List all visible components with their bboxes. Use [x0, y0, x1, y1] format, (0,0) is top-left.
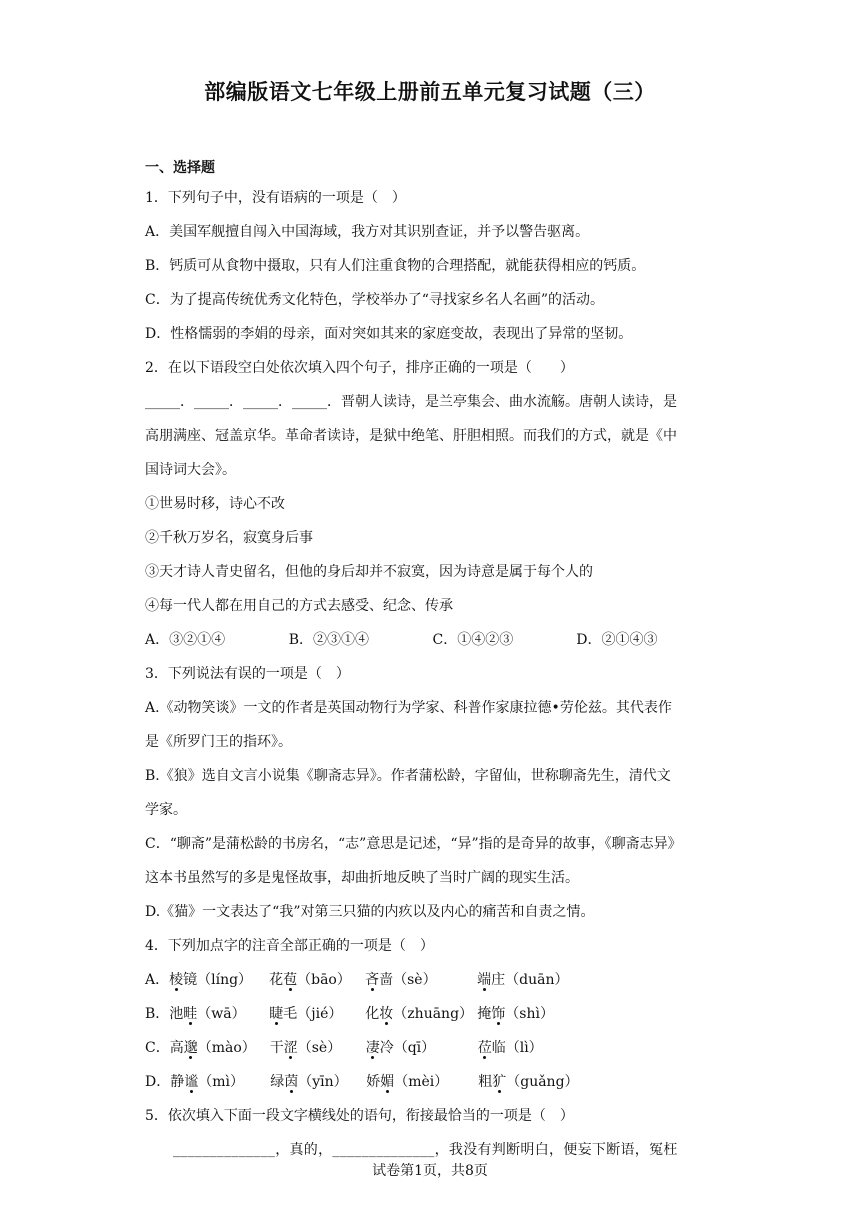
word-rest: 镜（líng）	[183, 972, 253, 988]
question-stem: 2．在以下语段空白处依次填入四个句子，排序正确的一项是（ ）	[145, 360, 574, 376]
question-stem: 5．依次填入下面一段文字横线处的语句，衔接最恰当的一项是（ ）	[145, 1108, 574, 1124]
dotted-char: 睫	[269, 1006, 284, 1022]
word-3	[365, 997, 477, 1031]
option-label: C．	[145, 1040, 170, 1056]
word-char: 娇	[366, 1074, 381, 1090]
word-char: 静	[170, 1074, 185, 1090]
option-c: C．①④②③	[432, 632, 514, 648]
word-4	[478, 1065, 578, 1099]
dotted-char: 莅	[477, 1040, 492, 1056]
word-2	[269, 997, 365, 1031]
question-stem: 4．下列加点字的注音全部正确的一项是（ ）	[145, 938, 434, 954]
page-footer: 试卷第1页，共8页	[372, 1163, 488, 1179]
section-heading: 一、选择题	[145, 160, 215, 176]
question-2	[145, 351, 720, 657]
option-c	[145, 1031, 720, 1065]
option-c-line2: 这本书虽然写的多是鬼怪故事，却曲折地反映了当时广阔的现实生活。	[145, 870, 579, 886]
question-5	[145, 1099, 720, 1167]
word-2	[270, 1065, 366, 1099]
sentence-4: ④每一代人都在用自己的方式去感受、纪念、传承	[145, 598, 453, 614]
option-c: C．为了提高传统优秀文化特色，学校举办了“寻找家乡名人名画”的活动。	[145, 292, 605, 308]
option-d: D．性格懦弱的李娟的母亲，面对突如其来的家庭变故，表现出了异常的坚韧。	[145, 326, 633, 342]
option-a-line1: A.《动物笑谈》一文的作者是英国动物行为学家、科普作家康拉德•劳伦兹。其代表作	[145, 700, 672, 716]
pinyin: （zhuāng）	[393, 1006, 474, 1022]
word-char: 绿	[270, 1074, 285, 1090]
word-1	[170, 1065, 270, 1099]
option-b: B．钙质可从食物中摄取，只有人们注重食物的合理搭配，就能获得相应的钙质。	[145, 258, 646, 274]
word-4	[477, 997, 554, 1031]
pinyin: （sè）	[297, 1040, 342, 1056]
option-d	[145, 1065, 720, 1099]
option-label: A．	[145, 972, 170, 988]
option-a: A．美国军舰擅自闯入中国海域，我方对其识别查证，并予以警告驱离。	[145, 224, 590, 240]
dotted-char: 端	[477, 972, 492, 988]
option-a-line2: 是《所罗门王的指环》。	[145, 734, 292, 750]
dotted-char: 凄	[365, 1040, 380, 1056]
option-b-line2: 学家。	[145, 802, 187, 818]
dotted-char: 苞	[283, 972, 298, 988]
sentence-1: ①世易时移，诗心不改	[145, 496, 285, 512]
pinyin: （shì）	[505, 1006, 554, 1022]
option-b	[145, 997, 720, 1031]
word-rest: 庄（duān）	[491, 972, 569, 988]
word-char: 花	[269, 972, 284, 988]
option-d: D.《猫》一文表达了“我”对第三只猫的内疚以及内心的痛苦和自责之情。	[145, 904, 595, 920]
question-4	[145, 929, 720, 1099]
passage-line: 高朋满座、冠盖京华。革命者读诗，是狱中绝笔、肝胆相照。而我们的方式，就是《中	[145, 428, 677, 444]
option-b: B．②③①④	[288, 632, 370, 648]
word-4	[478, 1031, 543, 1065]
option-b-line1: B.《狼》选自文言小说集《聊斋志异》。作者蒲松龄，字留仙，世称聊斋先生，清代文	[145, 768, 671, 784]
page-title: 部编版语文七年级上册前五单元复习试题（三）	[204, 80, 656, 104]
question-stem: 1．下列句子中，没有语病的一项是（ ）	[145, 190, 406, 206]
dotted-char: 妆	[379, 1006, 394, 1022]
option-a	[145, 963, 720, 997]
word-char: 池	[169, 1006, 184, 1022]
dotted-char: 邈	[183, 1040, 198, 1056]
option-d: D．②①④③	[576, 632, 658, 648]
word-2	[270, 1031, 366, 1065]
exam-content	[145, 155, 720, 1167]
passage-line: 国诗词大会》。	[145, 462, 236, 478]
word-1	[169, 997, 269, 1031]
passage-line: _____．_____．_____．_____．晋朝人读诗，是兰亭集会、曲水流觞。唐朝人读诗，是	[145, 394, 677, 410]
word-2	[269, 963, 365, 997]
word-1	[170, 1031, 270, 1065]
pinyin: （yīn）	[298, 1074, 348, 1090]
word-char: 高	[169, 1040, 184, 1056]
pinyin: （mèi）	[394, 1074, 449, 1090]
dotted-char: 涩	[283, 1040, 298, 1056]
word-3	[366, 1065, 478, 1099]
option-a: A．③②①④	[145, 632, 226, 648]
word-rest: 临（lì）	[491, 1040, 543, 1056]
options-row	[145, 623, 720, 657]
dotted-char: 媚	[380, 1074, 395, 1090]
pinyin: （wā）	[197, 1006, 246, 1022]
pinyin: （mì）	[198, 1074, 244, 1090]
option-c-line1: C．“聊斋”是蒲松龄的书房名，“志”意思是记述，“异”指的是奇异的故事，《聊斋志异》	[145, 836, 682, 852]
word-rest: 冷（qī）	[379, 1040, 436, 1056]
dotted-char: 畦	[183, 1006, 198, 1022]
dotted-char: 茵	[284, 1074, 299, 1090]
word-char: 干	[269, 1040, 284, 1056]
word-3	[366, 1031, 478, 1065]
sentence-3: ③天才诗人青史留名，但他的身后却并不寂寞，因为诗意是属于每个人的	[145, 564, 593, 580]
word-4	[477, 963, 568, 997]
passage-line: ______________，真的，______________，我没有判断明白，便妄下断语，冤枉	[173, 1142, 678, 1158]
dotted-char: 犷	[492, 1074, 507, 1090]
pinyin: （bāo）	[297, 972, 351, 988]
pinyin: （guǎng）	[506, 1074, 579, 1090]
word-3	[365, 963, 477, 997]
question-3	[145, 657, 720, 929]
word-char: 掩	[477, 1006, 492, 1022]
dotted-char: 饰	[491, 1006, 506, 1022]
word-char: 粗	[478, 1074, 493, 1090]
option-label: D．	[145, 1074, 171, 1090]
dotted-char: 谧	[184, 1074, 199, 1090]
word-rest: 啬（sè）	[379, 972, 437, 988]
dotted-char: 棱	[169, 972, 184, 988]
pinyin: （mào）	[197, 1040, 256, 1056]
sentence-2: ②千秋万岁名，寂寞身后事	[145, 530, 313, 546]
dotted-char: 吝	[365, 972, 380, 988]
word-rest: 毛（jié）	[283, 1006, 343, 1022]
word-1	[169, 963, 269, 997]
question-stem: 3．下列说法有误的一项是（ ）	[145, 666, 350, 682]
question-1	[145, 181, 720, 351]
option-label: B．	[145, 1006, 170, 1022]
word-char: 化	[365, 1006, 380, 1022]
